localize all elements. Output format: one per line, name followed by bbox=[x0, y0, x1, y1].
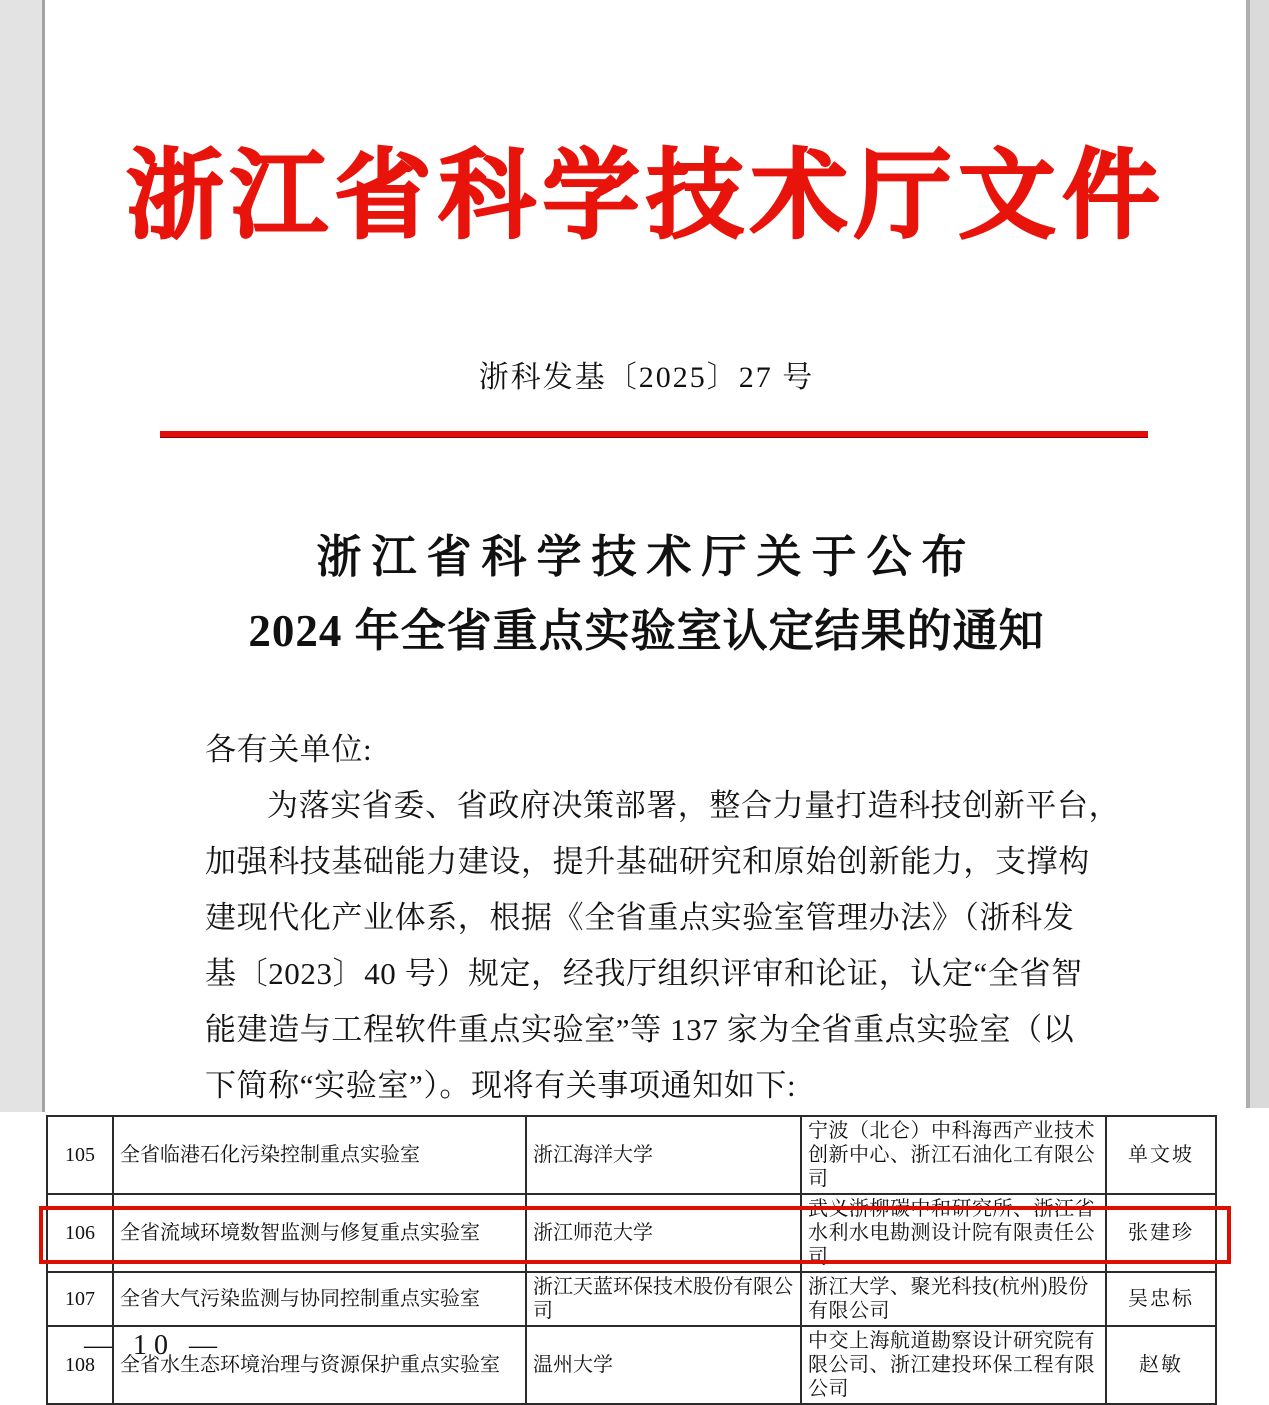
row-number: 105 bbox=[47, 1116, 113, 1194]
host-org-cell: 浙江海洋大学 bbox=[526, 1116, 801, 1194]
partner-orgs-cell: 中交上海航道勘察设计研究院有限公司、浙江建投环保工程有限公司 bbox=[801, 1326, 1106, 1404]
document-number: 浙科发基〔2025〕27 号 bbox=[478, 361, 815, 394]
lab-name-cell: 全省流域环境数智监测与修复重点实验室 bbox=[113, 1194, 526, 1272]
notice-title-line2: 2024 年全省重点实验室认定结果的通知 bbox=[248, 606, 1045, 656]
masthead-title: 浙江省科学技术厅文件 bbox=[126, 143, 1167, 250]
page-number: — 10 — bbox=[84, 1330, 224, 1361]
body-line: 下简称“实验室”）。现将有关事项通知如下: bbox=[205, 1068, 797, 1103]
row-107-highlight-box bbox=[39, 1206, 1231, 1264]
notice-title-line1: 浙江省科学技术厅关于公布 bbox=[316, 532, 977, 582]
red-divider-rule bbox=[160, 431, 1148, 438]
lab-name-cell: 全省大气污染监测与协同控制重点实验室 bbox=[113, 1272, 526, 1326]
partner-orgs-cell: 宁波（北仑）中科海西产业技术创新中心、浙江石油化工有限公司 bbox=[801, 1116, 1106, 1194]
salutation: 各有关单位: bbox=[205, 732, 373, 767]
host-org-cell: 温州大学 bbox=[526, 1326, 801, 1404]
body-line: 加强科技基础能力建设，提升基础研究和原始创新能力，支撑构 bbox=[205, 844, 1090, 879]
director-cell: 吴忠标 bbox=[1106, 1272, 1216, 1326]
row-number: 107 bbox=[47, 1272, 113, 1326]
host-org-cell: 浙江师范大学 bbox=[526, 1194, 801, 1272]
partner-orgs-cell: 浙江大学、聚光科技(杭州)股份有限公司 bbox=[801, 1272, 1106, 1326]
row-number: 108 bbox=[47, 1326, 113, 1404]
director-cell: 赵敏 bbox=[1106, 1326, 1216, 1404]
body-line: 能建造与工程软件重点实验室”等 137 家为全省重点实验室（以 bbox=[205, 1012, 1075, 1047]
body-line: 建现代化产业体系，根据《全省重点实验室管理办法》（浙科发 bbox=[205, 900, 1075, 935]
body-line: 为落实省委、省政府决策部署，整合力量打造科技创新平台， bbox=[267, 788, 1121, 823]
host-org-cell: 浙江天蓝环保技术股份有限公司 bbox=[526, 1272, 801, 1326]
lab-name-cell: 全省临港石化污染控制重点实验室 bbox=[113, 1116, 526, 1194]
lab-name-cell: 全省水生态环境治理与资源保护重点实验室 bbox=[113, 1326, 526, 1404]
scan-left-margin bbox=[0, 0, 44, 1112]
scan-right-margin bbox=[1250, 0, 1269, 1108]
table-row bbox=[47, 1116, 1216, 1194]
partner-orgs-cell: 武义浙柳碳中和研究所、浙江省水利水电勘测设计院有限责任公司 bbox=[801, 1194, 1106, 1272]
director-cell: 张建珍 bbox=[1106, 1194, 1216, 1272]
director-cell: 单文坡 bbox=[1106, 1116, 1216, 1194]
body-line: 基〔2023〕40 号）规定，经我厅组织评审和论证，认定“全省智 bbox=[205, 956, 1083, 991]
table-row bbox=[47, 1272, 1216, 1326]
row-number: 106 bbox=[47, 1194, 113, 1272]
body-text bbox=[205, 722, 1121, 1114]
